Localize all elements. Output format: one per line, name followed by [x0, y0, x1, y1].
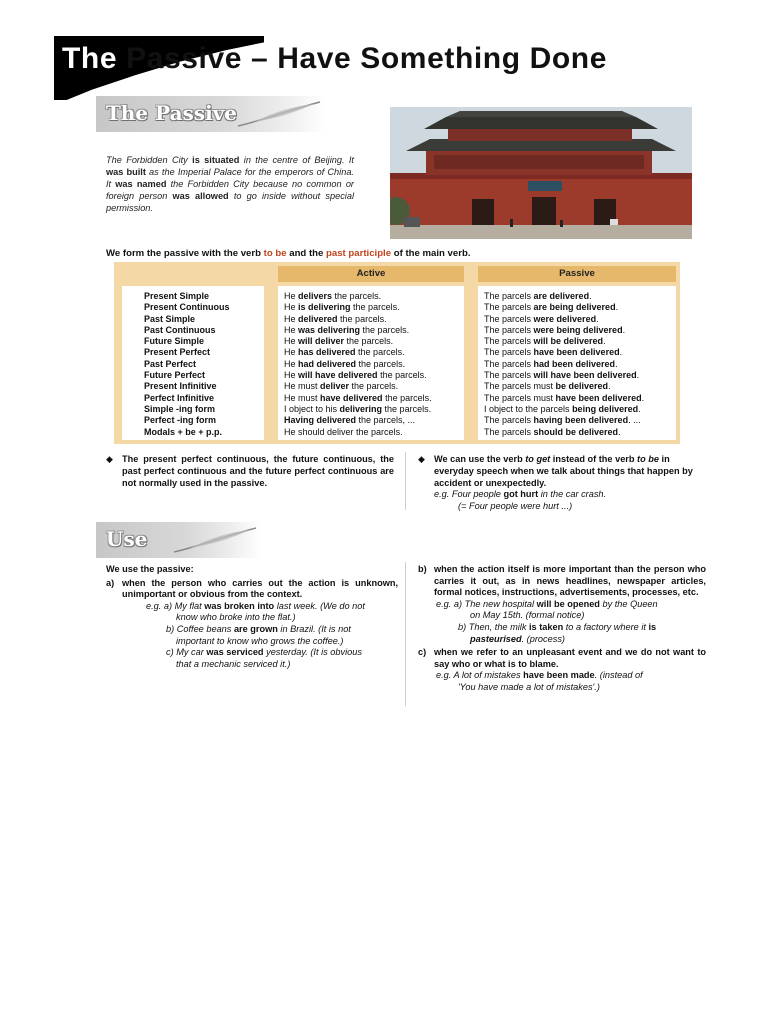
intro-text-run: to go inside without special permission. — [106, 191, 354, 213]
feather-icon — [234, 98, 324, 130]
example-text: . — [619, 347, 623, 358]
section-label: The Passive — [106, 101, 238, 125]
active-example — [284, 347, 432, 358]
example-text: . — [615, 358, 618, 369]
passive-example — [484, 314, 644, 325]
tense-name: Past Perfect — [144, 358, 197, 369]
verb-form: delivering — [339, 403, 383, 414]
verb-form: had been delivered — [533, 358, 616, 369]
active-examples — [284, 291, 432, 438]
verb-form: have delivered — [320, 392, 383, 403]
verb-form: are being delivered — [533, 302, 616, 313]
example-text: The parcels — [484, 358, 534, 369]
eg-bold: is — [648, 621, 657, 632]
use-intro: We use the passive: — [106, 564, 194, 574]
eg-text: . (instead of — [594, 670, 643, 681]
eg-text: in Brazil. (It is not — [277, 623, 351, 634]
tense-name: Simple -ing form — [144, 403, 216, 414]
note-get-example-gloss: (= Four people were hurt ...) — [458, 501, 573, 512]
example-text: the parcels. — [382, 392, 432, 403]
eg-text: b) Coffee beans — [166, 623, 234, 634]
active-example — [284, 325, 432, 336]
verb-form: were being delivered — [533, 324, 623, 335]
note-get-b: to get — [525, 454, 551, 464]
passive-examples — [484, 291, 644, 438]
use-a-example-1-gloss: know who broke into the flat.) — [176, 612, 296, 623]
use-c-label: c) — [418, 647, 427, 658]
example-text: He — [284, 370, 299, 381]
eg-text: in the car crash. — [538, 489, 607, 500]
rule-highlight-to-be: to be — [263, 248, 287, 259]
example-text: . — [641, 392, 645, 403]
note-get-d: to be — [637, 454, 659, 464]
use-a-example-1 — [106, 601, 398, 613]
example-text: the parcels. — [337, 313, 387, 324]
eg-text: e.g. a) The new hospital — [436, 598, 537, 609]
verb-form: has delivered — [298, 347, 356, 358]
example-text: The parcels — [484, 426, 534, 437]
use-b-text: when the action itself is more important than the person who carries it out, as in news headlines, newspaper articles, formal notices, instructions, advertisements, processes, etc. — [434, 564, 706, 598]
eg-bold: are grown — [233, 623, 278, 634]
passive-example — [484, 291, 644, 302]
use-b-example-2 — [418, 622, 706, 634]
verb-form: have been delivered — [533, 347, 620, 358]
verb-form: will be delivered — [533, 336, 604, 347]
rule-text-a: We form the passive with the verb — [106, 248, 264, 259]
passive-example — [484, 325, 644, 336]
note-get-c: instead of the verb — [550, 454, 638, 464]
palace-illustration — [390, 107, 692, 239]
active-example — [284, 302, 432, 313]
example-text: He — [284, 291, 299, 301]
section-banner-use — [96, 522, 262, 558]
feather-icon — [170, 524, 260, 556]
use-a-example-2 — [106, 624, 398, 636]
example-text: He must — [284, 392, 321, 403]
intro-bold-run: is situated — [192, 155, 240, 165]
page-title — [62, 42, 607, 76]
tense-name: Present Infinitive — [144, 381, 217, 392]
use-c-example-1 — [418, 670, 706, 682]
intro-bold-run: was allowed — [172, 191, 229, 201]
rule-highlight-past-participle: past participle — [326, 248, 392, 259]
verb-form: be delivered — [555, 381, 609, 392]
tense-name: Past Simple — [144, 313, 196, 324]
intro-text-run: The Forbidden City — [106, 155, 193, 165]
example-text: The parcels — [484, 370, 534, 381]
example-text: He must — [284, 381, 321, 392]
active-example — [284, 415, 432, 426]
example-text: the parcels. — [332, 291, 382, 301]
example-text: . — [596, 313, 599, 324]
verb-form: deliver — [320, 381, 350, 392]
example-text: the parcels. — [360, 324, 410, 335]
example-text: the parcels. — [349, 381, 399, 392]
example-text: He — [284, 324, 299, 335]
eg-text: e.g. Four people — [434, 489, 504, 500]
bullet-diamond-icon: ◆ — [106, 454, 113, 464]
use-right-column — [418, 564, 706, 694]
passive-example — [484, 427, 644, 438]
verb-form: being delivered — [572, 403, 639, 414]
eg-bold: was serviced — [206, 647, 264, 658]
tense-name: Modals + be + p.p. — [144, 426, 223, 437]
eg-bold: got hurt — [503, 489, 539, 500]
example-text: the parcels. — [344, 336, 394, 347]
example-text: . — [603, 336, 606, 347]
note-get-passive — [434, 454, 704, 513]
example-text: He — [284, 336, 299, 347]
example-text: the parcels. — [382, 403, 432, 414]
eg-text: b) Then, the milk — [458, 621, 529, 632]
active-example — [284, 393, 432, 404]
intro-text-run: the Forbidden City because no common or foreign person — [106, 179, 354, 201]
section-label: Use — [106, 527, 148, 551]
example-text: the parcels, ... — [356, 415, 416, 426]
example-text: . — [622, 324, 626, 335]
eg-text: e.g. a) My flat — [146, 600, 205, 611]
example-text: . — [608, 381, 611, 392]
example-text: . — [636, 370, 640, 381]
note-get-e: in everyday speech when we talk about things that happen by accident or unexpectedly. — [434, 454, 693, 488]
example-text: the parcels. — [355, 347, 405, 358]
verb-form: were delivered — [533, 313, 597, 324]
example-text: . — [589, 291, 592, 301]
verb-form: will deliver — [298, 336, 345, 347]
use-c-example-1-gloss: 'You have made a lot of mistakes'.) — [458, 681, 600, 692]
use-left-column — [106, 564, 398, 670]
active-example — [284, 336, 432, 347]
active-example — [284, 291, 432, 302]
use-a-example-2-gloss: important to know who grows the coffee.) — [176, 635, 344, 646]
use-point-c — [418, 647, 706, 670]
verb-form: will have been delivered — [533, 370, 637, 381]
passive-example — [484, 393, 644, 404]
intro-bold-run: was named — [115, 179, 167, 189]
example-text: The parcels — [484, 415, 534, 426]
passive-example — [484, 302, 644, 313]
eg-bold: have been made — [523, 670, 595, 681]
note-continuous-tenses: The present perfect continuous, the future continuous, the past perfect continuous and the future perfect continuous are not normally used in the passive. — [122, 454, 394, 488]
passive-example — [484, 359, 644, 370]
verb-form: is delivering — [298, 302, 351, 313]
tense-names — [144, 291, 230, 438]
use-c-text: when we refer to an unpleasant event and we do not want to say who or what is to blame. — [434, 647, 706, 669]
use-a-example-3-gloss: that a mechanic serviced it.) — [176, 658, 291, 669]
eg-bold: was broken into — [204, 600, 275, 611]
eg-text: e.g. A lot of mistakes — [436, 670, 524, 681]
passive-example — [484, 415, 644, 426]
tense-name: Future Perfect — [144, 370, 206, 381]
active-header: Active — [278, 266, 464, 282]
rule-text-e: of the main verb. — [391, 248, 471, 259]
example-text: the parcels. — [350, 302, 400, 313]
example-text: He — [284, 358, 299, 369]
example-text: The parcels — [484, 336, 534, 347]
example-text: He — [284, 347, 299, 358]
use-a-example-3 — [106, 647, 398, 659]
example-text: I object to his — [284, 403, 340, 414]
example-text: The parcels must — [484, 381, 556, 392]
bullet-diamond-icon: ◆ — [418, 454, 425, 464]
verb-form: had delivered — [298, 358, 357, 369]
note-get-a: We can use the verb — [434, 454, 526, 464]
example-text: The parcels — [484, 324, 534, 335]
column-divider — [405, 452, 406, 510]
active-example — [284, 314, 432, 325]
example-text: The parcels — [484, 313, 534, 324]
passive-example — [484, 404, 644, 415]
eg-bold: pasteurised — [470, 633, 522, 644]
intro-text-run: as the Imperial Palace for the emperors of China. It — [106, 167, 354, 189]
passive-example — [484, 336, 644, 347]
section-banner-the-passive — [96, 96, 326, 132]
title-word-1: The — [62, 42, 118, 75]
column-divider — [405, 562, 406, 706]
use-b-example-1 — [418, 599, 706, 611]
use-b-example-2-cont — [418, 634, 706, 646]
note-get-example — [434, 489, 704, 501]
use-b-example-1-gloss: on May 15th. (formal notice) — [470, 610, 585, 621]
verb-form: having been delivered — [533, 415, 629, 426]
verb-form: was delivering — [298, 324, 361, 335]
forbidden-city-photo — [390, 107, 692, 239]
example-text: He should deliver the parcels. — [284, 426, 403, 437]
eg-text: to a factory where it — [563, 621, 649, 632]
use-point-a — [106, 578, 398, 601]
tense-name: Present Continuous — [144, 302, 230, 313]
use-a-label: a) — [106, 577, 115, 588]
active-example — [284, 404, 432, 415]
example-text: He — [284, 302, 299, 313]
example-text: The parcels must — [484, 392, 556, 403]
eg-text: yesterday. (It is obvious — [263, 647, 362, 658]
eg-text: c) My car — [166, 647, 207, 658]
active-example — [284, 370, 432, 381]
example-text: I object to the parcels — [484, 403, 573, 414]
verb-form: delivered — [298, 313, 338, 324]
passive-example — [484, 347, 644, 358]
title-rest: Passive – Have Something Done — [126, 42, 607, 75]
example-text: He — [284, 313, 299, 324]
eg-bold: will be opened — [536, 598, 600, 609]
example-text: . — [638, 403, 641, 414]
passive-example — [484, 370, 644, 381]
eg-bold: is taken — [528, 621, 564, 632]
use-point-b — [418, 564, 706, 599]
rule-text-c: and the — [286, 248, 327, 259]
example-text: . — [615, 302, 619, 313]
tense-name: Perfect -ing form — [144, 415, 217, 426]
example-text: The parcels — [484, 302, 534, 313]
intro-text-run: in the centre of Beijing. It — [239, 155, 354, 165]
example-text: The parcels — [484, 291, 534, 301]
eg-text: . (process) — [521, 633, 565, 644]
tense-name: Past Continuous — [144, 324, 216, 335]
tense-name: Present Simple — [144, 291, 210, 301]
example-text: . — [618, 426, 621, 437]
verb-form: have been delivered — [555, 392, 642, 403]
example-text: The parcels — [484, 347, 534, 358]
tense-name: Present Perfect — [144, 347, 211, 358]
passive-header: Passive — [478, 266, 676, 282]
tense-name: Perfect Infinitive — [144, 392, 215, 403]
active-example — [284, 381, 432, 392]
use-b-label: b) — [418, 564, 427, 574]
passive-formation-rule — [106, 248, 471, 259]
intro-bold-run: was built — [106, 167, 146, 177]
verb-form: delivers — [298, 291, 333, 301]
example-text: the parcels. — [377, 370, 427, 381]
verb-form: Having delivered — [284, 415, 357, 426]
active-example — [284, 359, 432, 370]
tense-table — [114, 262, 680, 444]
verb-form: are delivered — [533, 291, 590, 301]
intro-paragraph — [106, 154, 354, 214]
verb-form: will have delivered — [298, 370, 378, 381]
verb-form: should be delivered — [533, 426, 619, 437]
example-text: the parcels. — [356, 358, 406, 369]
example-text: . ... — [628, 415, 641, 426]
tense-name: Future Simple — [144, 336, 205, 347]
use-a-text: when the person who carries out the action is unknown, unimportant or obvious from the context. — [122, 577, 398, 600]
eg-text: last week. (We do not — [274, 600, 365, 611]
eg-text: by the Queen — [599, 598, 658, 609]
active-example — [284, 427, 432, 438]
passive-example — [484, 381, 644, 392]
